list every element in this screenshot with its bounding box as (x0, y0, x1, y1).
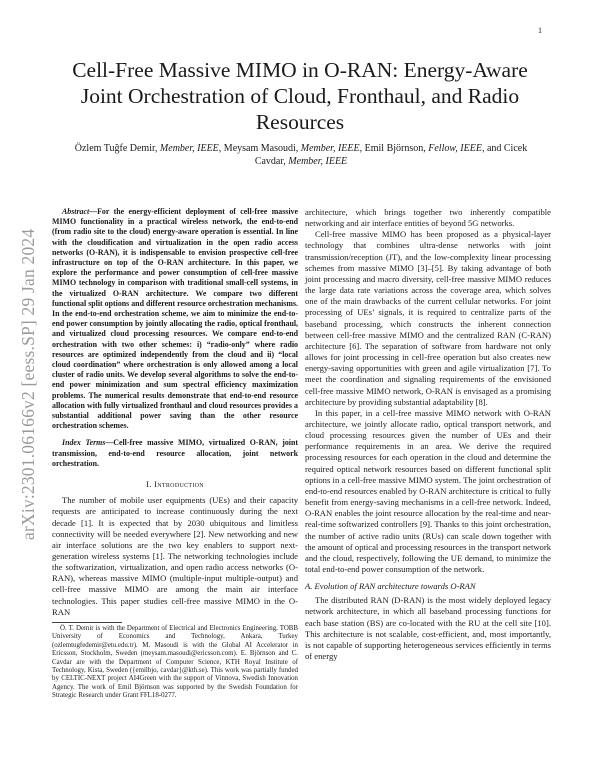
author-role: Member, IEEE (300, 143, 360, 154)
arxiv-identifier-stamp: arXiv:2301.06166v2 [eess.SP] 29 Jan 2024 (18, 228, 38, 540)
abstract-lead: Abstract (62, 207, 90, 216)
section-heading-introduction: I. Introduction (146, 479, 204, 490)
author-role: Member, IEEE (159, 143, 219, 154)
intro-paragraph-1: The number of mobile user equipments (UEs) and their capacity requests are anticipated to increase continuously during the next decade [1]. It is expected that by 2030 ubiquitous and limitless connectivity will be needed everywhere [2]. New networking and new air interface solutions are the two key enablers to support next-generation wireless systems [1]. The networking technologies include the softwarization, virtualization, and open radio access networks (O-RAN), whereas massive MIMO (multiple-input multiple-output) and cell-free massive MIMO are among the main air interface technologies. This paper studies cell-free massive MIMO in the O-RAN (52, 495, 298, 617)
left-column (52, 207, 298, 701)
author-role: Fellow, IEEE (428, 143, 482, 154)
body-paragraph-4: The distributed RAN (D-RAN) is the most widely deployed legacy network architecture, in which all baseband processing functions for each base station (BS) are co-located with the RU at the cell site [10]. This architecture is not scalable, cost-efficient, and, most importantly, is not capable of supporting heterogeneous services efficiently in terms of energy (305, 595, 551, 662)
paper-title: Cell-Free Massive MIMO in O-RAN: Energy-Aware Joint Orchestration of Cloud, Fronthaul, and Radio Resources (72, 58, 528, 134)
body-paragraph-3: In this paper, in a cell-free massive MIMO network with O-RAN architecture, we jointly allocate radio, optical transport network, and cloud processing resources given the number of UEs and their performance requirements in an area. We derive the required processing resources for each operation in the cloud and determine the required optical network resources based on different functional split options in a cell-free massive MIMO system. The joint orchestration of end-to-end resources enabled by O-RAN architecture is critical to fully benefit from energy-saving mechanisms in a cell-free network. Indeed, O-RAN enables the joint resource allocation by the real-time and near-real-time softwarized controllers [9]. Thanks to this joint orchestration, the number of active radio units (RUs) can scale down together with the amount of optical and processing resources in the transport network and the cloud, respectively, following the UE demand, to minimize the total end-to-end power consumption of the network. (305, 407, 551, 574)
author-name: Özlem Tuğfe Demir, (74, 143, 160, 154)
index-terms-lead: Index Terms (62, 438, 106, 448)
index-terms-text: —Cell-free massive MIMO, virtualized O-RAN, joint transmission, end-to-end resource allocation, joint network orchestration. (52, 438, 299, 468)
author-name: Emil Björnson, (364, 143, 429, 154)
author-2 (224, 143, 365, 154)
author-separator: , and (481, 143, 504, 154)
body-paragraph-1: architecture, which brings together two inherently compatible networking and air interface entities of beyond 5G networks. (305, 207, 551, 229)
abstract (52, 207, 298, 431)
author-name: Cicek Cavdar, (254, 143, 528, 167)
body-paragraph-2: Cell-free massive MIMO has been proposed as a physical-layer technology that combines ultra-dense networks with joint transmission/reception (JT), and the low-complexity linear processing schemes from massive MIMO [3]–[5]. By taking advantage of both joint processing and macro diversity, cell-free massive MIMO reduces the large data rate variations across the coverage area, which solves one of the main drawbacks of the current cellular networks. For joint processing of UEs’ signals, it is required to centralize parts of the baseband processing, which constructs the inherent connection between cell-free massive MIMO and the centralized RAN (C-RAN) architecture [6]. The separation of software from hardware not only allows for joint processing in cell-free operation but also creates new energy-saving opportunities with green and agile virtualization [7]. To meet the coordination and signaling requirements of the envisioned cell-free massive MIMO network, O-RAN is envisaged as a promising architecture by providing substantial adaptability [8]. (305, 229, 551, 407)
author-separator: , (359, 143, 365, 154)
abstract-text: —For the energy-efficient deployment of cell-free massive MIMO functionality in a practical wireless network, the end-to-end (from radio site to the cloud) energy-aware operation is essential. In line with the cloudification and virtualization in the open radio access networks (O-RAN), it is indispensable to envision prospective cell-free infrastructure on top of the O-RAN architecture. In this paper, we explore the performance and power consumption of cell-free massive MIMO technology in comparison with traditional small-cell systems, in the virtualized O-RAN architecture. We compare two different functional split options and different resource orchestration mechanisms. In the end-to-end orchestration scheme, we aim to minimize the end-to-end power consumption by jointly allocating the radio, optical fronthaul, and virtualized cloud processing resources. We compare end-to-end orchestration with two other schemes: i) “radio-only” where radio resources are optimized independently from the cloud and ii) “local cloud coordination” where orchestration is only allowed among a local cluster of radio units. We develop several algorithms to solve the end-to-end power minimization and sum spectral efficiency maximization problems. The numerical results demonstrate that end-to-end resource allocation with fully virtualized fronthaul and cloud resources provides a substantial additional power saving than the other resource orchestration schemes. (52, 207, 298, 431)
author-3 (365, 143, 504, 154)
author-role: Member, IEEE (288, 156, 348, 167)
subsection-heading-evolution: A. Evolution of RAN architecture towards O-RAN (305, 581, 476, 592)
author-1 (75, 143, 224, 154)
footnote-divider (52, 622, 122, 623)
author-separator: , (218, 143, 224, 154)
index-terms (52, 438, 298, 469)
right-column (305, 207, 551, 662)
page-number: 1 (538, 26, 542, 35)
author-list (70, 142, 532, 168)
author-name: Meysam Masoudi, (223, 143, 301, 154)
affiliation-footnote: Ö. T. Demir is with the Department of Electrical and Electronics Engineering, TOBB University of Economics and Technology, Ankara, Turkey (ozlemtugfedemir@etu.edu.tr). M. Masoudi is with the Global AI Accelerator in Ericsson, Stockholm, Sweden (meysam.masoudi@ericsson.com). E. Björnson and C. Cavdar are with the Department of Computer Science, KTH Royal Institute of Technology, Kista, Sweden ({emilbjo, cavdar}@kth.se). This work was partially funded by CELTIC-NEXT project AI4Green with the support of Vinnova, Swedish Innovation Agency. The work of Emil Björnson was supported by the Swedish Foundation for Strategic Research under Grant FFL18-0277. (52, 624, 298, 700)
